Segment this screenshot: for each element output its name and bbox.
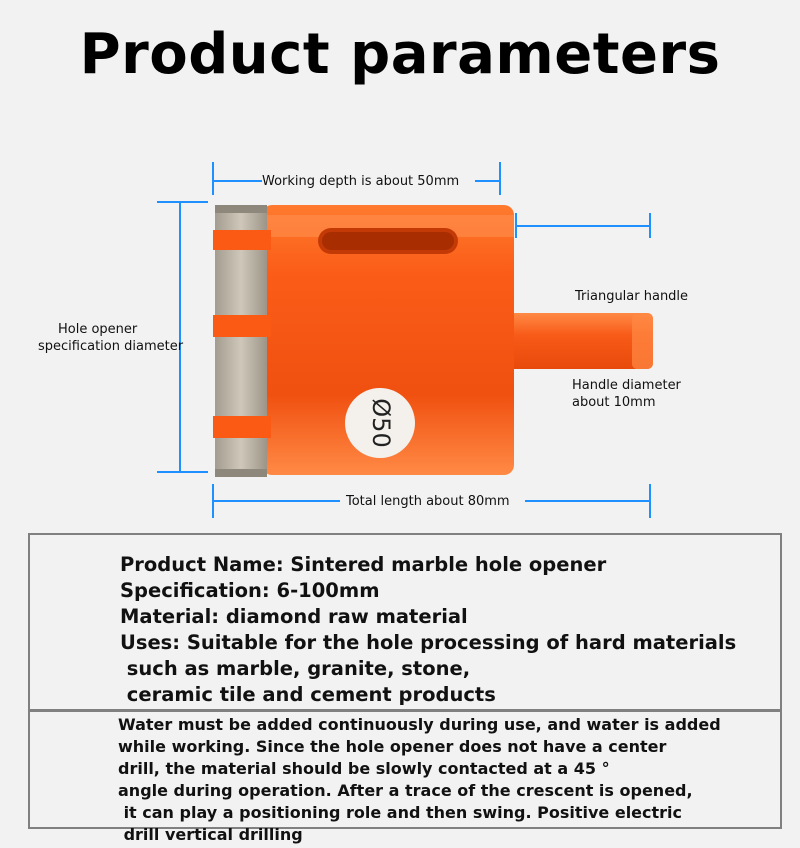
note-line: drill, the material should be slowly contacted at a 45 ° (118, 759, 610, 778)
spec-line: Uses: Suitable for the hole processing of hard materials (120, 631, 737, 654)
usage-notes-box (28, 711, 782, 844)
product-diagram (0, 150, 800, 530)
page-title: Product parameters (79, 22, 721, 87)
working-depth-label: Working depth is about 50mm (262, 174, 460, 189)
spec-line: Product Name: Sintered marble hole opener (120, 553, 607, 576)
hole-spec-label (58, 321, 137, 338)
handle-diameter-line1: Handle diameter (572, 378, 681, 393)
note-line: angle during operation. After a trace of the crescent is opened, (118, 781, 693, 800)
hole-spec-label-line1: Hole opener (58, 322, 138, 337)
triangular-handle-label: Triangular handle (575, 289, 689, 304)
hole-spec-label-line2: specification diameter (38, 339, 184, 354)
note-line: while working. Since the hole opener does not have a center (118, 737, 667, 756)
note-line: it can play a positioning role and then swing. Positive electric (118, 803, 683, 822)
spec-line: Specification: 6-100mm (120, 579, 380, 602)
note-line: Water must be added continuously during use, and water is added (118, 715, 721, 734)
size-badge-label: Ø50 (367, 398, 395, 448)
handle-shank (505, 313, 653, 369)
note-line: drill vertical drilling (118, 825, 303, 844)
total-length-label: Total length about 80mm (346, 494, 510, 509)
spec-line: such as marble, granite, stone, (120, 657, 471, 680)
spec-line: Material: diamond raw material (120, 605, 468, 628)
handle-diameter-label (572, 377, 681, 411)
specs-box (28, 533, 782, 711)
spec-line: ceramic tile and cement products (120, 683, 496, 706)
handle-diameter-line2: about 10mm (572, 395, 656, 410)
